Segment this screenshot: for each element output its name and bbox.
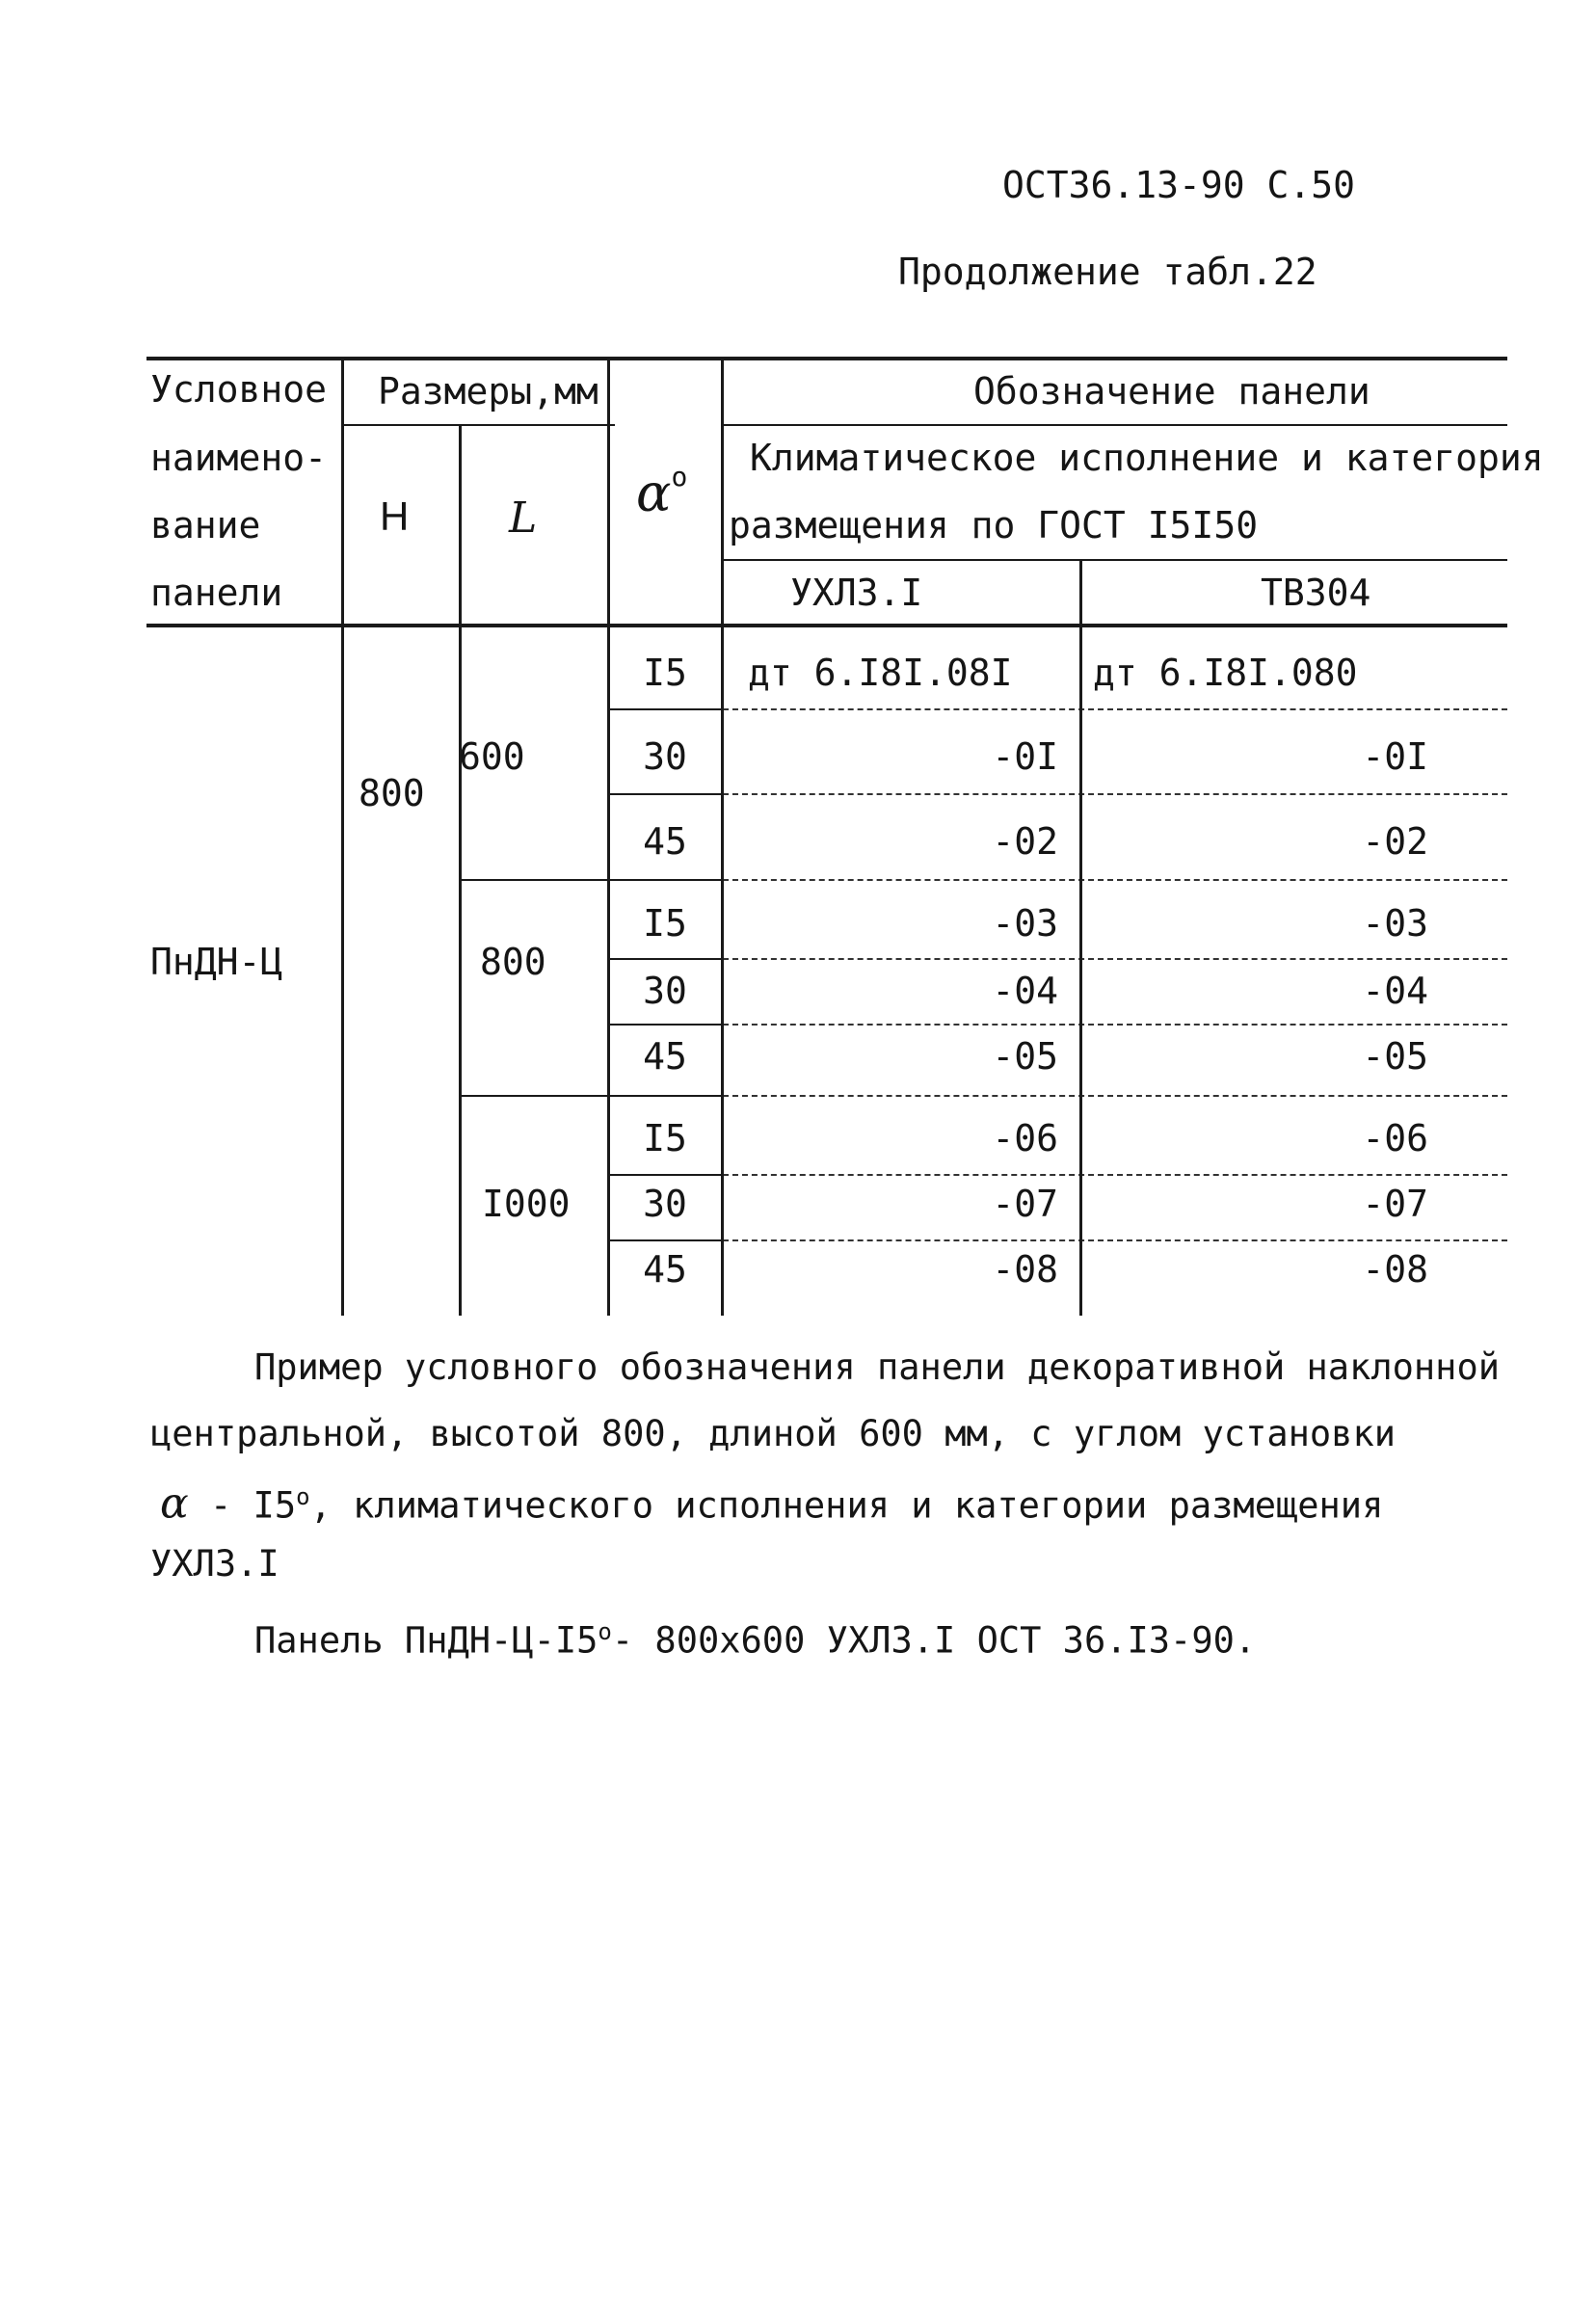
example-line: Пример условного обозначения панели декоративной наклонной xyxy=(254,1346,1501,1388)
table-continuation-caption: Продолжение табл.22 xyxy=(898,251,1317,293)
uhl-cell: -0I xyxy=(992,735,1058,778)
angle-row-rule xyxy=(609,708,721,710)
designation-row-rule xyxy=(723,1095,1507,1097)
header-name-line: Условное xyxy=(150,368,328,411)
designation-row-rule xyxy=(723,1024,1507,1026)
header-col-tv: ТВ304 xyxy=(1261,572,1371,614)
angle-row-rule xyxy=(609,793,721,795)
header-col-uhl: УХЛ3.I xyxy=(790,572,923,614)
example-designation xyxy=(254,1610,1256,1663)
table-header-bottom-rule xyxy=(146,624,1507,627)
header-climate-line2: размещения по ГОСТ I5I50 xyxy=(729,504,1259,546)
angle-row-rule xyxy=(609,879,721,881)
designation-row-rule xyxy=(723,793,1507,795)
angle-cell: I5 xyxy=(643,652,687,694)
uhl-cell: -07 xyxy=(992,1183,1058,1225)
uhl-cell: -06 xyxy=(992,1117,1058,1159)
header-designation: Обозначение панели xyxy=(973,370,1370,413)
designation-row-rule xyxy=(723,879,1507,881)
tv-cell: -04 xyxy=(1362,970,1428,1012)
angle-row-rule xyxy=(609,1024,721,1026)
tv-cell: дт 6.I8I.080 xyxy=(1093,652,1358,694)
angle-cell: 30 xyxy=(643,1183,687,1225)
l-group-rule-1 xyxy=(459,879,609,881)
uhl-cell: -03 xyxy=(992,902,1058,945)
uhl-cell: -08 xyxy=(992,1248,1058,1291)
degree-mark: о xyxy=(598,1618,612,1645)
header-l: L xyxy=(509,493,538,543)
uhl-cell: -02 xyxy=(992,820,1058,863)
tv-cell: -05 xyxy=(1362,1035,1428,1078)
length-value: I000 xyxy=(482,1183,571,1225)
designation-row-rule xyxy=(723,708,1507,710)
alpha-symbol: α xyxy=(160,1479,189,1529)
tv-cell: -02 xyxy=(1362,820,1428,863)
example-angle-value: - I5 xyxy=(210,1484,297,1527)
header-sizes: Размеры,мм xyxy=(378,370,598,413)
column-divider xyxy=(341,357,344,1316)
angle-row-rule xyxy=(609,1095,721,1097)
tv-cell: -0I xyxy=(1362,735,1428,778)
panel-name: ПнДН-Ц xyxy=(150,941,283,983)
column-divider xyxy=(459,426,462,1316)
document-reference: ОСТ36.13-90 С.50 xyxy=(1002,164,1356,206)
angle-row-rule xyxy=(609,958,721,960)
angle-cell: 45 xyxy=(643,1035,687,1078)
example-line: центральной, высотой 800, длиной 600 мм, с углом установки xyxy=(150,1413,1396,1454)
header-angle xyxy=(636,463,687,523)
designation-subheader-rule xyxy=(723,424,1507,426)
designation-row-rule xyxy=(723,1239,1507,1241)
tv-cell: -08 xyxy=(1362,1248,1428,1291)
angle-cell: I5 xyxy=(643,1117,687,1159)
header-h: Н xyxy=(380,493,410,539)
example-designation-prefix: Панель ПнДН-Ц-I5 xyxy=(254,1619,598,1662)
l-group-rule-2 xyxy=(459,1095,609,1097)
header-climate-line1: Климатическое исполнение и категория xyxy=(750,437,1544,479)
uhl-cell: дт 6.I8I.08I xyxy=(748,652,1013,694)
column-divider xyxy=(607,357,610,1316)
example-line xyxy=(160,1475,1383,1528)
angle-cell: 45 xyxy=(643,820,687,863)
column-divider xyxy=(1079,561,1082,1316)
table-top-rule xyxy=(146,357,1507,360)
angle-row-rule xyxy=(609,1239,721,1241)
uhl-cell: -05 xyxy=(992,1035,1058,1078)
alpha-symbol: α xyxy=(636,463,672,523)
angle-row-rule xyxy=(609,1174,721,1176)
angle-cell: I5 xyxy=(643,902,687,945)
degree-mark: о xyxy=(671,461,688,493)
header-name-line: наимено- xyxy=(150,437,328,479)
tv-cell: -07 xyxy=(1362,1183,1428,1225)
example-designation-rest: - 800х600 УХЛ3.I ОСТ 36.I3-90. xyxy=(611,1619,1257,1662)
designation-row-rule xyxy=(723,1174,1507,1176)
angle-cell: 30 xyxy=(643,970,687,1012)
tv-cell: -06 xyxy=(1362,1117,1428,1159)
tv-cell: -03 xyxy=(1362,902,1428,945)
climate-subheader-rule xyxy=(723,559,1507,561)
example-line: УХЛ3.I xyxy=(150,1543,279,1585)
height-value: 800 xyxy=(359,772,425,814)
angle-cell: 45 xyxy=(643,1248,687,1291)
column-divider xyxy=(721,357,724,1316)
angle-cell: 30 xyxy=(643,735,687,778)
header-name-line: вание xyxy=(150,504,261,546)
length-value: 800 xyxy=(480,941,546,983)
uhl-cell: -04 xyxy=(992,970,1058,1012)
header-name-line: панели xyxy=(150,572,283,614)
sizes-subheader-rule xyxy=(341,424,615,426)
degree-mark: о xyxy=(296,1483,310,1510)
designation-row-rule xyxy=(723,958,1507,960)
example-line-rest: , климатического исполнения и категории размещения xyxy=(309,1484,1384,1527)
length-value: 600 xyxy=(459,735,525,778)
